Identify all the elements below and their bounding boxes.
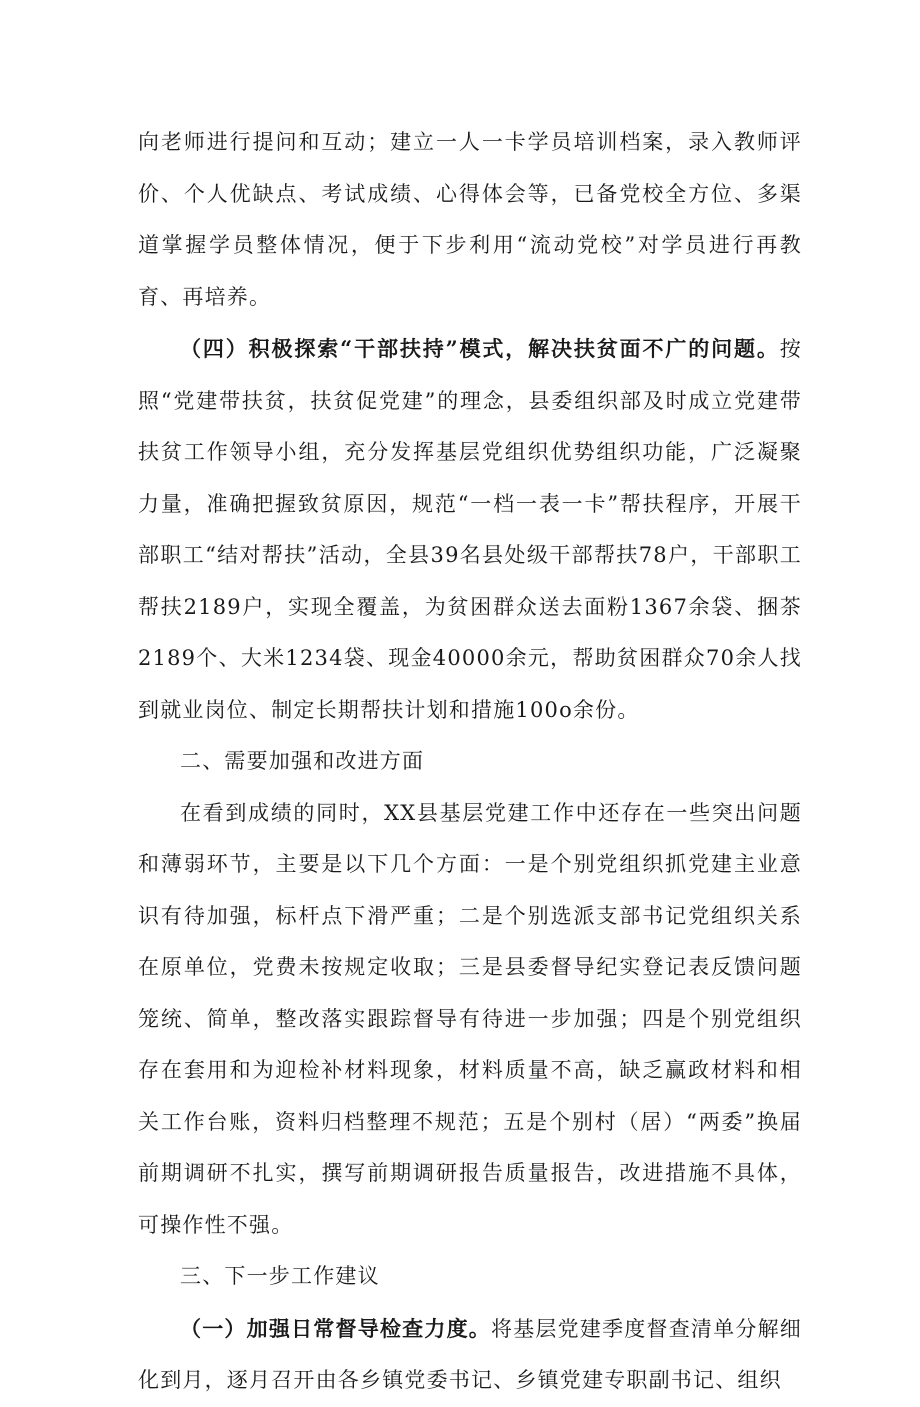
paragraph-training-archive: 向老师进行提问和互动；建立一人一卡学员培训档案，录入教师评价、个人优缺点、考试成绩、心得体会等，已备党校全方位、多渠道掌握学员整体情况，便于下步利用“流动党校”对学员进行再教育、再培养。: [138, 130, 802, 309]
subheading-cadre-support: （四）积极探索“干部扶持”模式，解决扶贫面不广的问题。: [180, 336, 780, 361]
paragraph-cadre-support: [138, 323, 802, 736]
paragraph-problems: 在看到成绩的同时，XX县基层党建工作中还存在一些突出问题和薄弱环节，主要是以下几个方面：一是个别党组织抓党建主业意识有待加强，标杆点下滑严重；二是个别选派支部书记党组织关系在原单位，党费未按规定收取；三是县委督导纪实登记表反馈问题笼统、简单，整改落实跟踪督导有待进一步加强；四是个别党组织存在套用和为迎检补材料现象，材料质量不高，缺乏赢政材料和相关工作台账，资料归档整理不规范；五是个别村（居）“两委”换届前期调研不扎实，撰写前期调研报告质量报告，改进措施不具体，可操作性不强。: [138, 800, 802, 1237]
paragraph-supervision-text: 将基层党建季度督查清单分解细化到月，逐月召开由各乡镇党委书记、乡镇党建专职副书记、组织: [138, 1316, 802, 1392]
subheading-supervision: （一）加强日常督导检查力度。: [180, 1315, 491, 1341]
section-heading-improvements: 二、需要加强和改进方面: [180, 749, 425, 773]
document-body: [138, 117, 802, 1407]
paragraph-supervision: [138, 1303, 802, 1407]
paragraph-cadre-support-text: 按照“党建带扶贫，扶贫促党建”的理念，县委组织部及时成立党建带扶贫工作领导小组，充分发挥基层党组织优势组织功能，广泛凝聚力量，准确把握致贫原因，规范“一档一表一卡”帮扶程序，开展干部职工“结对帮扶”活动，全县39名县处级干部帮扶78户，干部职工帮扶2189户，实现全覆盖，为贫困群众送去面粉1367余袋、捆茶2189个、大米1234袋、现金40000余元，帮助贫困群众70余人找到就业岗位、制定长期帮扶计划和措施100o余份。: [138, 337, 802, 722]
section-heading-next-steps: 三、下一步工作建议: [180, 1264, 380, 1288]
